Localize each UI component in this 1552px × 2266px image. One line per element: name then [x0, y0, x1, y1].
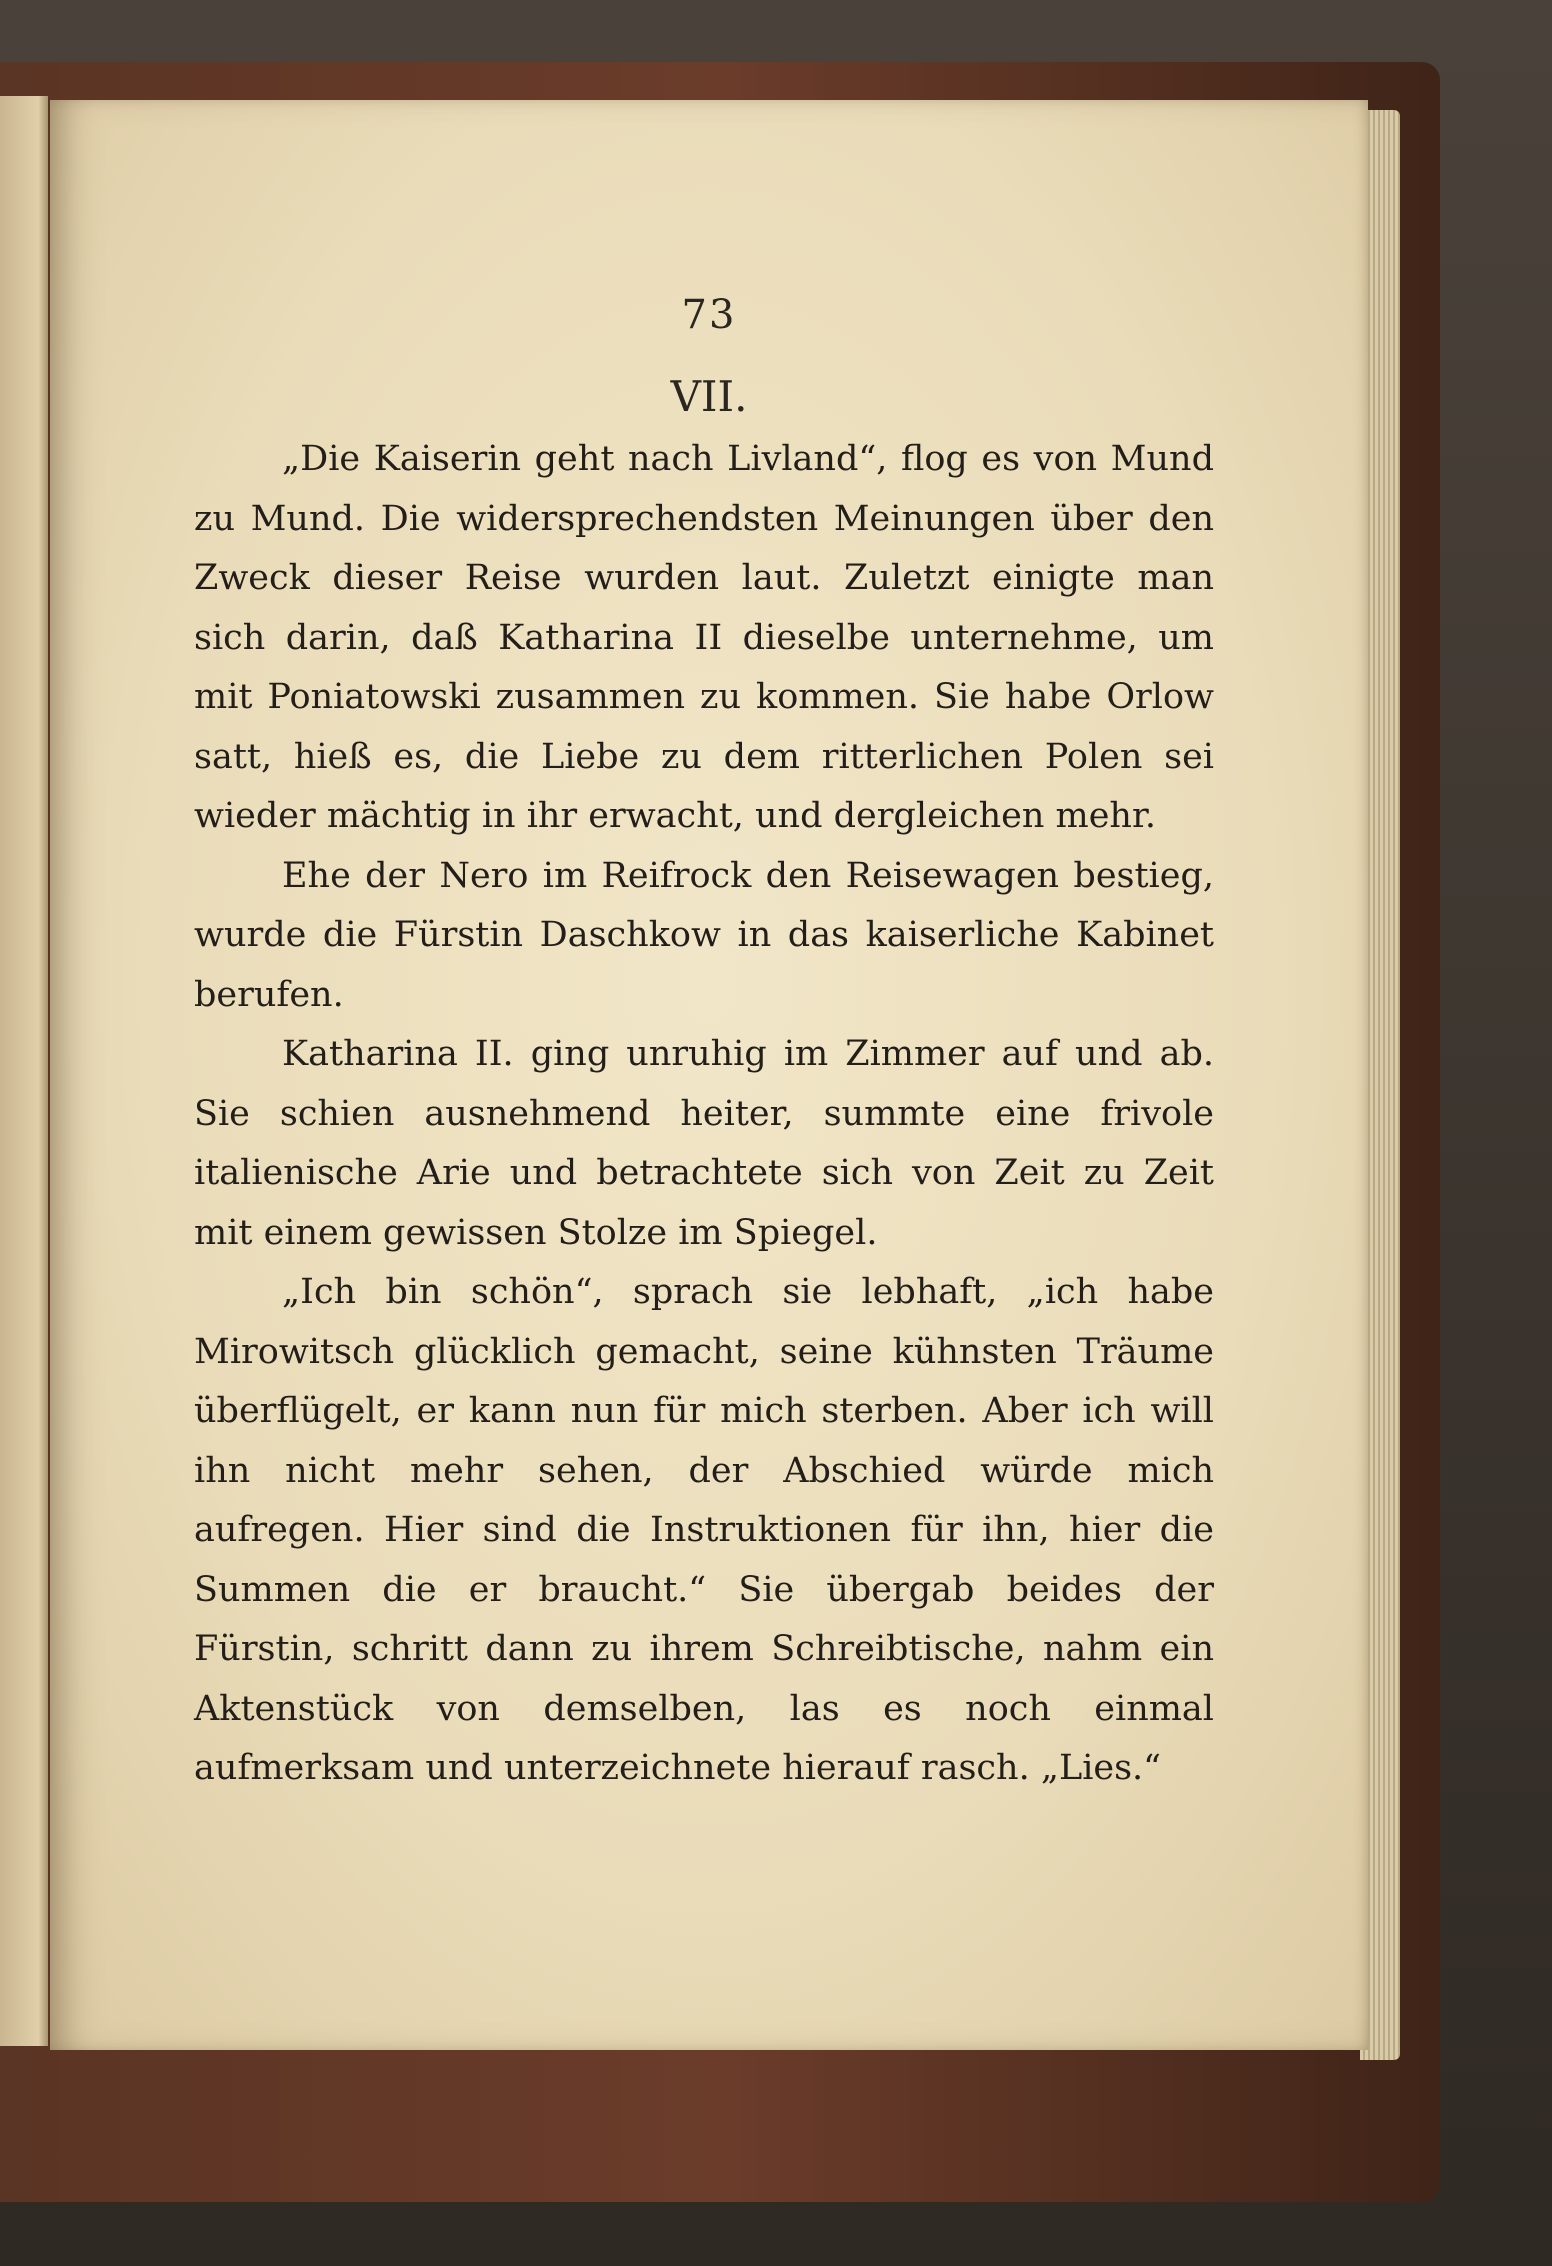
paragraph-2: Ehe der Nero im Reifrock den Reisewagen bestieg, wurde die Fürstin Daschkow in das kaiserliche Kabinet berufen. [194, 855, 1214, 1015]
body-text [194, 430, 1214, 1799]
paragraph-1: „Die Kaiserin geht nach Livland“, flog es von Mund zu Mund. Die widersprechendsten Meinungen über den Zweck dieser Reise wurden laut. Zuletzt einigte man sich darin, daß Katharina II dieselbe unternehme, um mit Poniatowski zusammen zu kommen. Sie habe Orlow satt, hieß es, die Liebe zu dem ritterlichen Polen sei wieder mächtig in ihr erwacht, und dergleichen mehr. [194, 439, 1214, 836]
paragraph-3: Katharina II. ging unruhig im Zimmer auf und ab. Sie schien ausnehmend heiter, summte eine frivole italienische Arie und betrachtete sich von Zeit zu Zeit mit einem gewissen Stolze im Spiegel. [194, 1034, 1214, 1253]
page-number: 73 [681, 292, 737, 338]
facing-page-edge [0, 96, 48, 2046]
chapter-heading: VII. [670, 372, 748, 421]
book-page [50, 100, 1368, 2050]
paragraph-4: „Ich bin schön“, sprach sie lebhaft, „ich habe Mirowitsch glücklich gemacht, seine kühnsten Träume überflügelt, er kann nun für mich sterben. Aber ich will ihn nicht mehr sehen, der Abschied würde mich aufregen. Hier sind die Instruktionen für ihn, hier die Summen die er braucht.“ Sie übergab beides der Fürstin, schritt dann zu ihrem Schreibtische, nahm ein Aktenstück von demselben, las es noch einmal aufmerksam und unterzeichnete hierauf rasch. „Lies.“ [194, 1272, 1214, 1788]
